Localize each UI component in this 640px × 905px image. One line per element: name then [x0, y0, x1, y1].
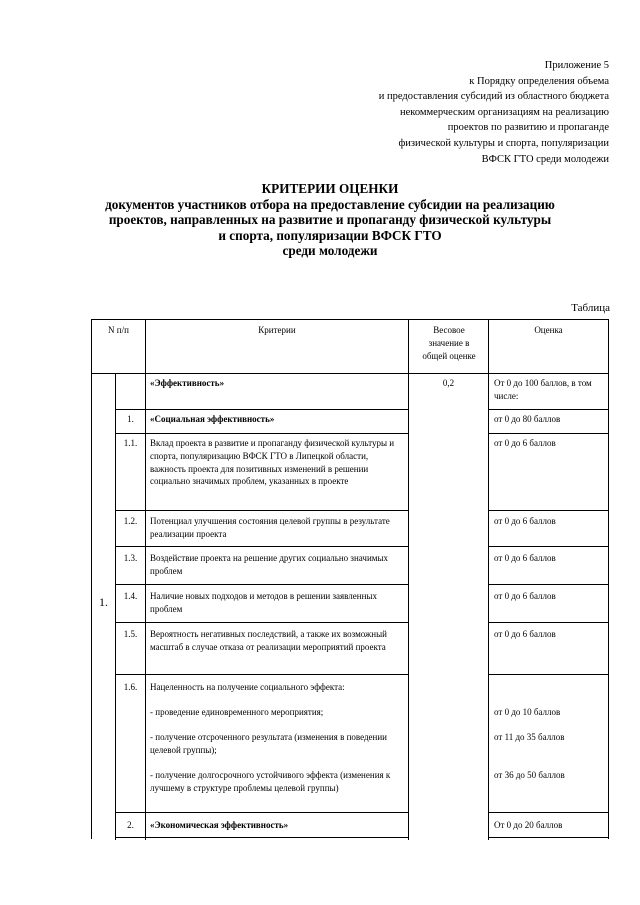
score-cell: от 11 до 35 баллов	[494, 732, 565, 742]
row-divider	[115, 812, 408, 813]
score-cell: От 0 до 100 баллов, в том числе:	[494, 378, 592, 401]
row-divider	[115, 510, 408, 511]
row-divider	[115, 622, 408, 623]
row-divider	[115, 409, 408, 410]
group-number: 1.	[99, 595, 108, 609]
criteria-cell: Воздействие проекта на решение других социально значимых проблем	[150, 553, 389, 576]
column-divider	[408, 320, 409, 840]
title-line: документов участников отбора на предоставление субсидии на реализацию	[105, 196, 555, 212]
criteria-cell: Нацеленность на получение социального эффекта:	[150, 682, 345, 692]
row-divider	[115, 837, 408, 838]
score-cell: От 0 до 20 баллов	[494, 820, 563, 830]
column-divider	[488, 320, 489, 840]
annex-line: физической культуры и спорта, популяризации	[398, 137, 609, 149]
row-divider	[115, 433, 408, 434]
row-divider	[115, 584, 408, 585]
row-number: 2.	[127, 820, 134, 830]
row-divider	[488, 510, 608, 511]
header-weight: Весовое значение в общей оценке	[422, 325, 476, 361]
title-line: КРИТЕРИИ ОЦЕНКИ	[261, 181, 399, 196]
score-cell: от 0 до 6 баллов	[494, 438, 556, 448]
annex-line: и предоставления субсидий из областного бюджета	[378, 91, 609, 103]
annex-line: Приложение 5	[544, 60, 609, 71]
score-cell: от 0 до 6 баллов	[494, 553, 556, 563]
annex-line: некоммерческим организациям на реализацию	[400, 106, 609, 118]
table-label: Таблица	[571, 302, 610, 314]
criteria-cell: «Эффективность»	[150, 378, 225, 388]
criteria-cell: Вероятность негативных последствий, а также их возможный масштаб в случае отказа от реализации мероприятий проекта	[150, 629, 387, 652]
score-cell: от 0 до 6 баллов	[494, 629, 556, 639]
criteria-cell: «Социальная эффективность»	[150, 414, 275, 424]
row-number: 1.3.	[123, 553, 138, 563]
score-cell: от 0 до 10 баллов	[494, 707, 561, 717]
criteria-subitem: - получение долгосрочного устойчивого эффекта (изменения к лучшему в структуре проблемы целевой группы)	[150, 770, 391, 793]
score-cell: от 0 до 6 баллов	[494, 516, 556, 526]
row-divider	[92, 373, 608, 374]
annex-line: к Порядку определения объема	[469, 75, 609, 87]
weight-cell: 0,2	[442, 378, 455, 388]
header-num: N п/п	[108, 325, 129, 335]
title-line: среди молодежи	[282, 243, 378, 259]
row-divider	[488, 674, 608, 675]
score-cell: от 0 до 80 баллов	[494, 414, 561, 424]
row-divider	[115, 546, 408, 547]
title-line: проектов, направленных на развитие и пропаганду физической культуры	[108, 212, 552, 228]
score-cell: от 36 до 50 баллов	[494, 770, 565, 780]
row-divider	[488, 433, 608, 434]
row-number: 1.6.	[123, 682, 138, 692]
row-divider	[488, 409, 608, 410]
row-divider	[488, 812, 608, 813]
criteria-subitem: - получение отсроченного результата (изменения в поведении целевой группы);	[150, 732, 387, 755]
row-divider	[488, 622, 608, 623]
row-number: 1.2.	[123, 516, 138, 526]
row-divider	[115, 674, 408, 675]
score-cell: от 0 до 6 баллов	[494, 591, 556, 601]
header-score: Оценка	[534, 325, 563, 335]
column-divider	[145, 320, 146, 840]
row-divider	[488, 546, 608, 547]
row-number: 1.1.	[123, 438, 138, 448]
annex-block	[379, 58, 609, 167]
row-divider	[488, 837, 608, 838]
annex-line: проектов по развитию и пропаганде	[447, 122, 609, 134]
row-number: 1.	[127, 414, 134, 424]
criteria-cell: Потенциал улучшения состояния целевой группы в результате реализации проекта	[150, 516, 390, 539]
row-number: 1.4.	[123, 591, 138, 601]
criteria-cell: Наличие новых подходов и методов в решении заявленных проблем	[150, 591, 377, 614]
criteria-subitem: - проведение единовременного мероприятия;	[150, 707, 324, 717]
header-criteria: Критерии	[258, 325, 296, 335]
criteria-cell: «Экономическая эффективность»	[150, 820, 289, 830]
title-line: и спорта, популяризации ВФСК ГТО	[218, 227, 442, 243]
document-title	[60, 181, 600, 259]
criteria-table	[91, 319, 609, 839]
annex-line: ВФСК ГТО среди молодежи	[481, 153, 609, 165]
criteria-cell: Вклад проекта в развитие и пропаганду физической культуры и спорта, популяризацию ВФСК ГТО в Липецкой области, важность проекта для позитивных изменений в решении социально значимых проблем, указанных в проекте	[150, 438, 395, 487]
row-number: 1.5.	[123, 629, 138, 639]
row-divider	[488, 584, 608, 585]
